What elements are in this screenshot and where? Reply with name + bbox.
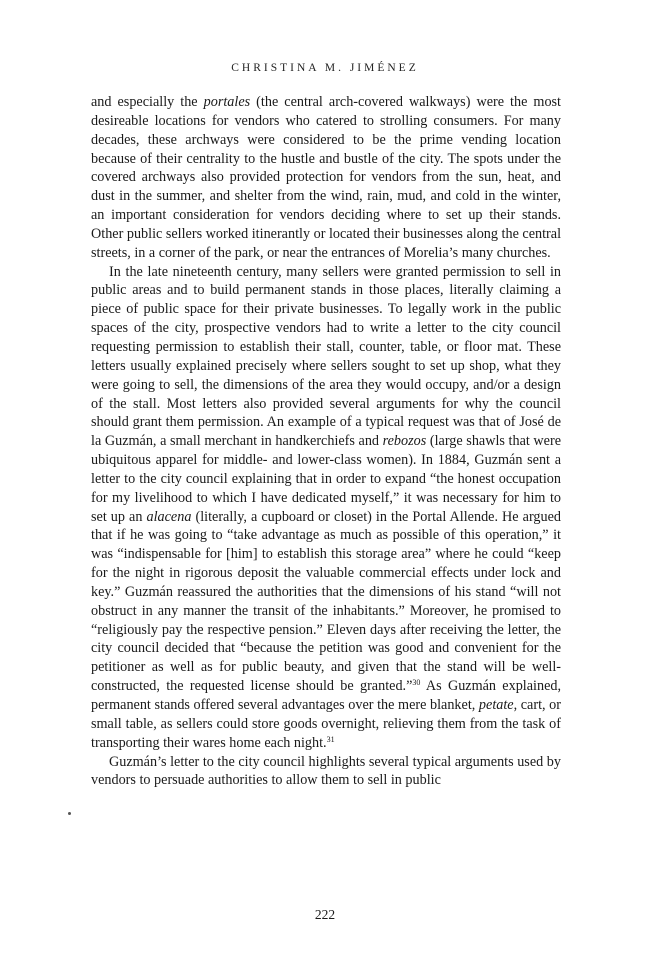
italic-term: alacena [146, 508, 192, 525]
italic-term: petate [478, 697, 514, 713]
paragraph-2 [91, 263, 561, 753]
paragraph-1 [91, 93, 561, 263]
paragraph-3 [91, 753, 561, 791]
footnote-ref: 30 [412, 678, 421, 688]
text-run: , cart, or small table, as sellers could store goods overnight, relieving them from the task of transporting their wares home each night. [91, 697, 561, 751]
text-run: In the late nineteenth century, many sellers were granted permission to sell in public areas and to build permanent stands in those places, literally claiming a piece of public space for their private businesses. To legally work in the public spaces of the city, prospective vendors had to write a letter to the city council requesting permission to establish their stall, counter, table, or floor mat. These letters usually explained precisely where sellers sought to set up shop, what they were going to sell, the dimensions of the area they would occupy, and/or a design of the stall. Most letters also provided several arguments for why the council should grant them permission. An example of a typical request was that of José de la Guzmán, a small merchant in handkerchiefs and [91, 263, 561, 450]
text-run: Guzmán’s letter to the city council highlights several typical arguments used by vendors to persuade authorities to allow them to sell in public [91, 753, 561, 789]
body-text [91, 93, 561, 790]
running-head: CHRISTINA M. JIMÉNEZ [231, 62, 419, 74]
text-run: (literally, a cupboard or closet) in the Portal Allende. He argued that if he was going to “take advantage as much as possible of this operation,” it was “indispensable for [him] to establish this storage area” where he could “keep for the night in rigorous deposit the valuable commercial effects under lock and key.” Guzmán reassured the authorities that the dimensions of his stand “will not obstruct in any manner the transit of the inhabitants.” Moreover, he promised to “religiously pay the respective pension.” Eleven days after receiving the letter, the city council decided that “because the petition was good and convenient for the petitioner as well as for public beauty, and given that the stand will be well-constructed, the requested license should be granted.” [91, 508, 561, 695]
footnote-ref: 31 [326, 734, 335, 744]
italic-term: rebozos [382, 433, 427, 450]
italic-term: portales [203, 94, 251, 110]
stray-margin-mark [68, 812, 71, 815]
text-run: (large shawls that were ubiquitous apparel for middle- and lower-class women). In 1884, Guzmán sent a letter to the city council explaining that in order to expand “the honest occupation for my livelihood to which I have dedicated myself,” it was necessary for him to set up an [91, 433, 561, 525]
page-number: 222 [314, 907, 336, 922]
text-run: and especially the [91, 94, 204, 110]
text-run: As Guzmán explained, permanent stands offered several advantages over the mere blanket, [91, 678, 562, 713]
text-run: (the central arch-covered walkways) were the most desireable locations for vendors who catered to strolling consumers. For many decades, these archways were considered to be the prime vending location because of their centrality to the hustle and bustle of the city. The spots under the covered archways also provided protection for vendors from the sun, heat, and dust in the summer, and shelter from the wind, rain, mud, and cold in the winter, an important consideration for vendors deciding where to set up their stands. Other public sellers worked itinerantly or located their businesses along the central streets, in a corner of the park, or near the entrances of Morelia’s many churches. [91, 94, 562, 261]
